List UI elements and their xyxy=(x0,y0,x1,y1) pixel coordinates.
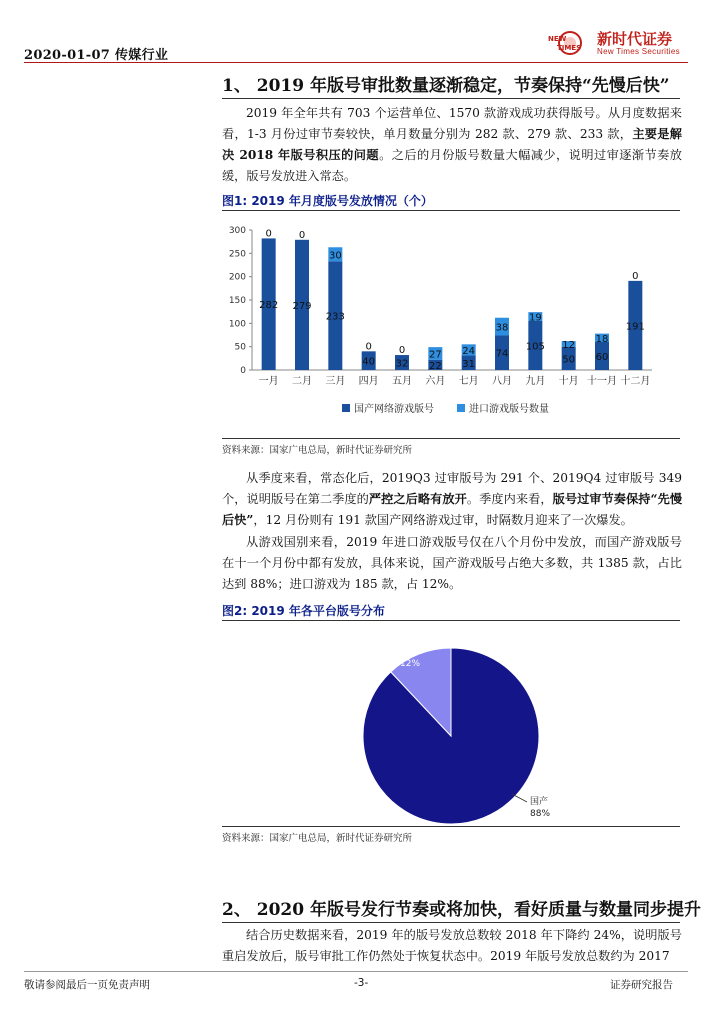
data-label-imported: 24 xyxy=(462,345,476,357)
y-tick-label: 0 xyxy=(240,366,246,376)
logo-mark-text-2: TIMES xyxy=(557,44,582,52)
data-label-imported: 0 xyxy=(632,270,639,282)
data-label-domestic: 74 xyxy=(495,348,509,360)
logo-name-cn: 新时代证券 xyxy=(597,30,673,48)
logo-mark-text-1: NEW xyxy=(548,35,567,43)
section1-paragraph-1 xyxy=(222,103,682,187)
y-tick-label: 250 xyxy=(228,249,246,260)
section1-paragraph-2 xyxy=(222,468,682,531)
data-label-domestic: 22 xyxy=(428,360,442,372)
figure1-top-rule xyxy=(222,210,680,211)
y-tick-label: 50 xyxy=(234,342,246,353)
data-label-domestic: 105 xyxy=(525,341,545,353)
y-tick-label: 150 xyxy=(228,296,246,306)
figure2-source: 资料来源：国家广电总局，新时代证券研究所 xyxy=(222,833,413,844)
figure1-caption: 图1: 2019 年月度版号发放情况（个） xyxy=(222,194,433,208)
logo-name-en: New Times Securities xyxy=(597,47,680,56)
section1-p1-text-b: 。之后的月份版号数量大幅减少，说明过审逐渐节奏放缓，版号发放进入常态。 xyxy=(222,148,682,183)
data-label-imported: 27 xyxy=(428,349,442,361)
data-label-domestic: 50 xyxy=(562,354,576,366)
data-label-imported: 0 xyxy=(265,228,272,240)
data-label-imported: 0 xyxy=(365,341,372,353)
footer-page-number: -3- xyxy=(354,977,369,989)
pie-label-imported-name: 进口 xyxy=(400,647,419,657)
y-tick-label: 200 xyxy=(228,272,246,283)
data-label-domestic: 282 xyxy=(259,300,279,312)
figure1-bottom-rule xyxy=(222,438,680,439)
footer-divider xyxy=(24,971,688,972)
data-label-imported: 30 xyxy=(328,250,342,262)
data-label-imported: 19 xyxy=(528,312,542,324)
section1-p1-bold: 主要是解决 2018 年版号积压的问题 xyxy=(222,127,682,162)
section1-title: 1、 2019 年版号审批数量逐渐稳定，节奏保持“先慢后快” xyxy=(222,76,670,96)
x-tick-label: 六月 xyxy=(425,376,446,387)
data-label-domestic: 233 xyxy=(325,311,345,323)
footer-report-type: 证券研究报告 xyxy=(610,979,673,991)
x-tick-label: 五月 xyxy=(392,376,412,387)
data-label-domestic: 191 xyxy=(625,321,645,333)
section1-p2-text-b: 。季度内来看， xyxy=(466,492,553,506)
x-tick-label: 三月 xyxy=(325,376,346,387)
figure2-caption: 图2: 2019 年各平台版号分布 xyxy=(222,604,385,618)
logo-mark-icon xyxy=(545,30,591,56)
x-tick-label: 七月 xyxy=(458,376,479,387)
data-label-domestic: 40 xyxy=(362,356,376,368)
y-tick-label: 300 xyxy=(228,226,246,236)
brand-logo xyxy=(545,28,695,60)
section2-title: 2、 2020 年版号发行节奏或将加快，看好质量与数量同步提升 xyxy=(222,900,701,920)
figure2-bottom-rule xyxy=(222,826,680,827)
header-divider xyxy=(24,62,688,63)
figure1-source: 资料来源：国家广电总局，新时代证券研究所 xyxy=(222,445,413,456)
x-tick-label: 八月 xyxy=(492,376,512,387)
legend-swatch xyxy=(457,404,465,412)
section1-p2-text-a: 从季度来看，常态化后，2019Q3 过审版号为 291 个、2019Q4 过审版号 349 个，说明版号在第二季度的 xyxy=(222,471,682,506)
y-tick-label: 100 xyxy=(228,319,246,330)
data-label-domestic: 60 xyxy=(595,352,609,363)
x-tick-label: 十二月 xyxy=(620,376,651,387)
figure2-top-rule xyxy=(222,620,680,621)
section1-p2-bold-1: 严控之后略有放开 xyxy=(368,492,467,506)
platform-license-pie-chart xyxy=(222,624,680,824)
data-label-imported: 12 xyxy=(562,339,576,351)
pie-label-domestic-name: 国产 xyxy=(530,797,549,807)
x-tick-label: 一月 xyxy=(258,376,279,387)
section2-title-underline xyxy=(222,922,680,923)
pie-label-domestic-value: 88% xyxy=(530,809,551,819)
x-tick-label: 二月 xyxy=(292,376,312,387)
data-label-imported: 0 xyxy=(298,229,306,241)
x-tick-label: 十一月 xyxy=(587,376,617,387)
footer-disclaimer: 敬请参阅最后一页免责声明 xyxy=(24,979,150,991)
data-label-domestic: 31 xyxy=(462,358,476,370)
monthly-license-bar-chart xyxy=(222,214,680,436)
report-date-sector: 2020-01-07 传媒行业 xyxy=(24,48,169,63)
data-label-imported: 18 xyxy=(595,333,609,345)
legend-label: 进口游戏版号数量 xyxy=(469,404,549,415)
x-tick-label: 四月 xyxy=(358,376,379,387)
section1-p1-text-a: 2019 年全年共有 703 个运营单位、1570 款游戏成功获得版号。从月度数据来看，1-3 月份过审节奏较快，单月数量分别为 282 款、279 款、233 款， xyxy=(222,106,682,141)
section1-p2-text-c: ，12 月份则有 191 款国产网络游戏过审，时隔数月迎来了一次爆发。 xyxy=(253,513,633,527)
data-label-imported: 0 xyxy=(398,345,406,357)
section1-p2-bold-2: 版号过审节奏保持“先慢后快” xyxy=(222,492,683,527)
x-tick-label: 九月 xyxy=(525,376,546,387)
data-label-domestic: 279 xyxy=(292,300,312,312)
legend-label: 国产网络游戏版号 xyxy=(354,404,434,415)
legend-swatch xyxy=(342,404,350,412)
section2-paragraph-1: 结合历史数据来看，2019 年的版号发放总数较 2018 年下降约 24%，说明版号重启发放后，版号审批工作仍然处于恢复状态中。2019 年版号发放总数约为 2017 xyxy=(222,928,682,963)
section1-paragraph-3: 从游戏国别来看，2019 年进口游戏版号仅在八个月份中发放，而国产游戏版号在十一个月份中都有发放，具体来说，国产游戏版号占绝大多数，共 1385 款，占比达到 88%；进口游戏为 185 款，占 12%。 xyxy=(222,535,682,591)
pie-leader-line xyxy=(512,794,527,802)
pie-label-imported-value: 12% xyxy=(400,659,421,669)
x-tick-label: 十月 xyxy=(558,376,579,387)
section1-title-underline xyxy=(222,98,680,99)
data-label-imported: 38 xyxy=(495,322,509,334)
data-label-domestic: 32 xyxy=(395,358,409,370)
